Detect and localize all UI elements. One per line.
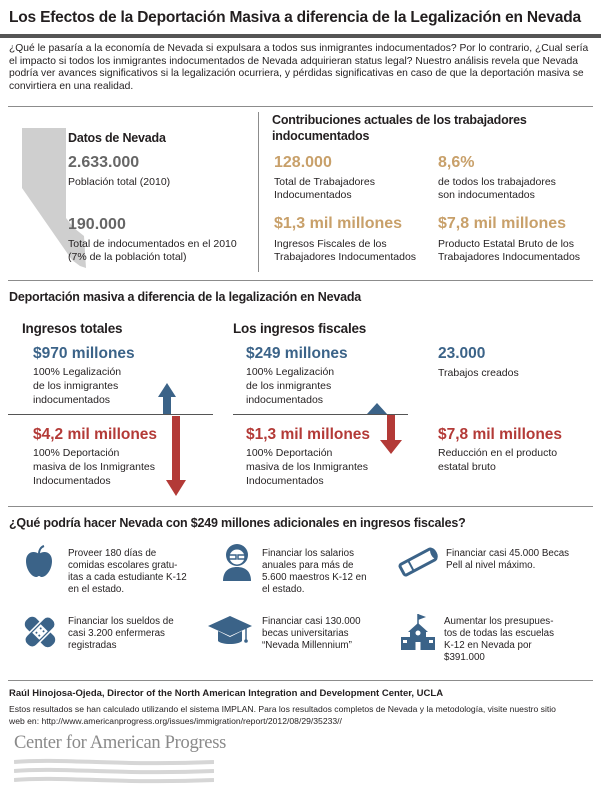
section-divider [8, 106, 593, 107]
school-icon [400, 612, 436, 652]
nevada-heading: Datos de Nevada [68, 131, 166, 145]
could-item-5: Aumentar los presupues- tos de todas las escuelas K-12 en Nevada por $391.000 [444, 616, 555, 663]
fiscal-deport-label-1: 100% Deportación [246, 447, 333, 459]
gdp-value: $7,8 mil millones [438, 426, 563, 443]
tax-label-1: Ingresos Fiscales de los [274, 238, 387, 250]
comparison-heading: Deportación masiva a diferencia de la legalización en Nevada [9, 290, 362, 304]
source-note: Estos resultados se han calculado utilizando el sistema IMPLAN. Para los resultados completos de Nevada y la metodología, visite nuestro sitio web en: http://www.americanprogress.org/issues/immigration/report/2012/08/29/35233// [9, 704, 556, 726]
section-divider [8, 680, 593, 681]
workers-value: 128.000 [274, 154, 332, 171]
income-down-arrow [166, 416, 186, 496]
could-item-3: Financiar los sueldos de casi 3.200 enfermeras registradas [68, 616, 174, 651]
page-title: Los Efectos de la Deportación Masiva a diferencia de la Legalización en Nevada [9, 9, 581, 26]
income-legal-label-3: indocumentados [33, 394, 111, 406]
workers-label-1: Total de Trabajadores [274, 176, 375, 188]
diploma-icon [396, 544, 440, 580]
vertical-divider [258, 112, 259, 272]
cap-logo: Center for American Progress [14, 733, 226, 753]
gsp-value: $7,8 mil millones [438, 215, 567, 232]
undocumented-label-2: (7% de la población total) [68, 251, 187, 263]
fiscal-heading: Los ingresos fiscales [233, 321, 367, 336]
gdp-label-2: estatal bruto [438, 461, 496, 473]
income-deport-value: $4,2 mil millones [33, 426, 158, 443]
contributions-heading-2: indocumentados [272, 129, 370, 143]
jobs-value: 23.000 [438, 345, 486, 362]
tax-label-2: Trabajadores Indocumentados [274, 251, 417, 263]
fiscal-deport-label-2: masiva de los Inmigrantes [246, 461, 368, 473]
population-label: Población total (2010) [68, 176, 171, 188]
income-heading: Ingresos totales [22, 321, 123, 336]
fiscal-deport-value: $1,3 mil millones [246, 426, 371, 443]
gsp-label-2: Trabajadores Indocumentados [438, 251, 581, 263]
income-arrows [156, 380, 186, 500]
income-legal-label-1: 100% Legalización [33, 366, 122, 378]
section-divider [8, 280, 593, 281]
fiscal-deport-label-3: Indocumentados [246, 475, 324, 487]
bandage-icon [20, 612, 60, 652]
jobs-label: Trabajos creados [438, 367, 519, 379]
share-label-2: son indocumentados [438, 189, 535, 201]
income-legal-value: $970 millones [33, 345, 135, 362]
could-item-4: Financiar casi 130.000 becas universitarias “Nevada Millennium” [262, 616, 361, 651]
share-label-1: de todos los trabajadores [438, 176, 556, 188]
income-deport-label-1: 100% Deportación [33, 447, 120, 459]
flag-stripes [14, 758, 214, 790]
could-item-0: Proveer 180 días de comidas escolares gratu- itas a cada estudiante K-12 en el estado. [68, 548, 187, 595]
fiscal-up-arrow [367, 403, 387, 414]
income-deport-label-2: masiva de los Inmigrantes [33, 461, 155, 473]
fiscal-arrows [366, 400, 406, 456]
fiscal-legal-value: $249 millones [246, 345, 348, 362]
contributions-heading-1: Contribuciones actuales de los trabajadores [272, 113, 527, 127]
income-legal-label-2: de los inmigrantes [33, 380, 119, 392]
section-divider [8, 506, 593, 507]
share-value: 8,6% [438, 154, 475, 171]
workers-label-2: Indocumentados [274, 189, 352, 201]
intro-paragraph: ¿Qué le pasaría a la economía de Nevada si expulsara a todos sus inmigrantes indocumentados? Por lo contrario, ¿Cual sería el impacto si todos los inmigrantes indocumentados de Nevada adquirieran status legal? Nuestro análisis revela que Nevada podría ver avances significativos si la legalización ocurriera, y pérdidas significativas en caso de que la deportación masiva se convirtiera en una realidad. [9, 43, 589, 92]
fiscal-legal-label-2: de los inmigrantes [246, 380, 332, 392]
income-deport-label-3: Indocumentados [33, 475, 111, 487]
gsp-label-1: Producto Estatal Bruto de los [438, 238, 574, 250]
population-value: 2.633.000 [68, 154, 140, 171]
title-divider [0, 34, 601, 38]
undocumented-value: 190.000 [68, 216, 126, 233]
could-item-1: Financiar los salarios anuales para más de 5.600 maestros K-12 en el estado. [262, 548, 367, 595]
gdp-label-1: Reducción en el producto [438, 447, 558, 459]
fiscal-legal-label-1: 100% Legalización [246, 366, 335, 378]
fiscal-legal-label-3: indocumentados [246, 394, 324, 406]
could-heading: ¿Qué podría hacer Nevada con $249 millones adicionales en ingresos fiscales? [9, 516, 466, 530]
undocumented-label-1: Total de indocumentados en el 2010 [68, 238, 237, 250]
could-item-2: Financiar casi 45.000 Becas Pell al nivel máximo. [446, 548, 570, 571]
tax-value: $1,3 mil millones [274, 215, 403, 232]
fiscal-down-arrow [380, 415, 402, 454]
author-credit: Raúl Hinojosa-Ojeda, Director of the North American Integration and Development Center, UCLA [9, 688, 444, 699]
teacher-icon [218, 541, 256, 581]
income-up-arrow [158, 383, 176, 414]
apple-icon [22, 545, 56, 579]
graduation-cap-icon [206, 614, 254, 648]
